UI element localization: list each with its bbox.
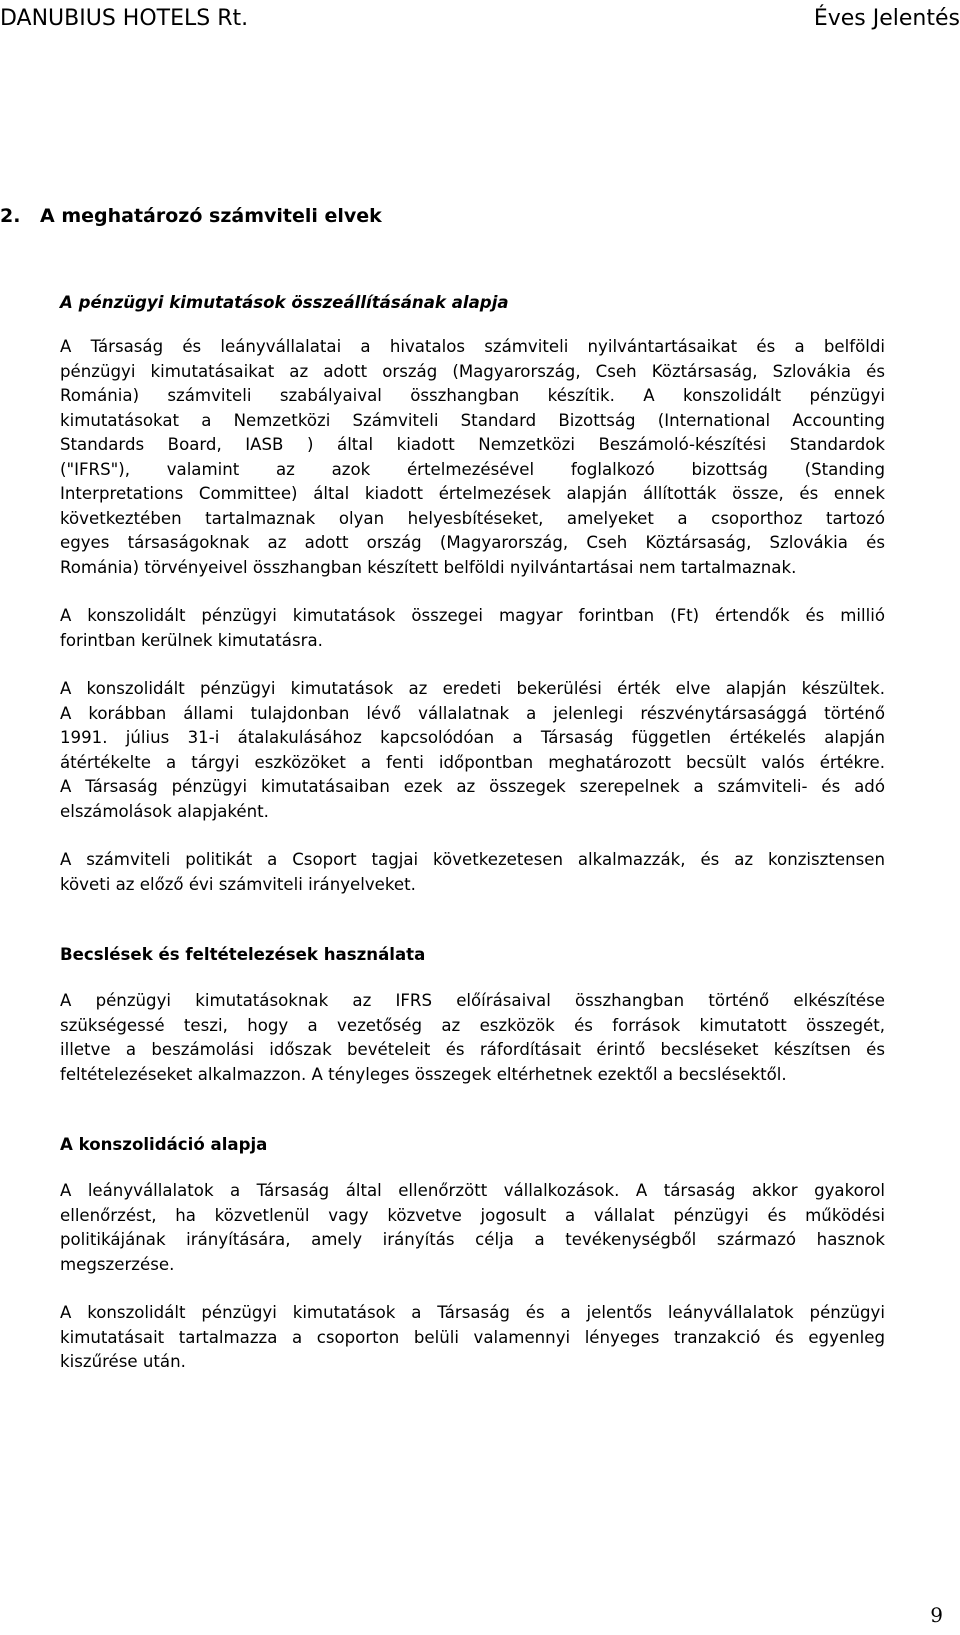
text-line: politikájának irányítására, amely irányítás célja a tevékenységből származó hasznok: [60, 1230, 885, 1249]
text-line: feltételezéseket alkalmazzon. A tényleges összegek eltérhetnek ezektől a becslésektől.: [60, 1064, 787, 1084]
text-line: kiszűrése után.: [60, 1352, 186, 1371]
paragraph-basis-2: [60, 604, 885, 653]
section-title-text: A meghatározó számviteli elvek: [40, 205, 382, 227]
text-line: megszerzése.: [60, 1254, 175, 1274]
paragraph-basis-1: [60, 335, 885, 580]
text-line: A korábban állami tulajdonban lévő vállalatnak a jelenlegi részvénytársasággá történő: [60, 703, 885, 723]
text-line: egyes társaságoknak az adott ország (Magyarország, Cseh Köztársaság, Szlovákia és: [60, 533, 885, 552]
text-line: Standards Board, IASB ) által kiadott Nemzetközi Beszámoló-készítési Standardok: [60, 435, 885, 454]
paragraph-basis-4: [60, 848, 885, 897]
page-number: 9: [930, 1603, 943, 1627]
document-body: [60, 291, 885, 1375]
text-line: illetve a beszámolási időszak bevételeit és ráfordításait érintő becsléseket készítsen és: [60, 1040, 885, 1059]
text-line: ("IFRS"), valamint az azok értelmezésével foglalkozó bizottság (Standing: [60, 459, 885, 479]
text-line: kimutatásait tartalmazza a csoporton belüli valamennyi lényeges tranzakció és egyenleg: [60, 1327, 885, 1347]
text-line: pénzügyi kimutatásaikat az adott ország (Magyarország, Cseh Köztársaság, Szlovákia és: [60, 361, 885, 381]
text-line: forintban kerülnek kimutatásra.: [60, 630, 323, 650]
text-line: Interpretations Committee) által kiadott értelmezések alapján állították össze, és ennek: [60, 484, 885, 503]
estimates-heading: Becslések és feltételezések használata: [60, 945, 426, 964]
text-line: A számviteli politikát a Csoport tagjai következetesen alkalmazzák, és az konzisztensen: [60, 850, 885, 869]
text-line: A konszolidált pénzügyi kimutatások összegei magyar forintban (Ft) értendők és millió: [60, 606, 885, 625]
text-line: következtében tartalmaznak olyan helyesbítéseket, amelyeket a csoporthoz tartozó: [60, 508, 885, 528]
section-number: 2.: [0, 205, 21, 227]
text-line: 1991. július 31-i átalakulásához kapcsolódóan a Társaság független értékelés alapján: [60, 728, 885, 747]
text-line: A Társaság pénzügyi kimutatásaiban ezek az összegek szerepelnek a számviteli- és adó: [60, 777, 885, 796]
header-report-title: Éves Jelentés: [813, 6, 960, 31]
text-line: átértékelte a tárgyi eszközöket a fenti időpontban meghatározott becsült valós értékre.: [60, 752, 885, 772]
text-line: A pénzügyi kimutatásoknak az IFRS előírásaival összhangban történő elkészítése: [60, 991, 885, 1010]
text-line: Románia) törvényeivel összhangban készített belföldi nyilvántartásai nem tartalmaznak.: [60, 557, 797, 577]
text-line: A leányvállalatok a Társaság által ellenőrzött vállalkozások. A társaság akkor gyakorol: [60, 1181, 885, 1200]
basis-heading: A pénzügyi kimutatások összeállításának alapja: [60, 293, 509, 312]
paragraph-basis-3: [60, 677, 885, 824]
section-title: [0, 205, 382, 227]
text-line: elszámolások alapjaként.: [60, 801, 269, 821]
text-line: A Társaság és leányvállalatai a hivatalos számviteli nyilvántartásaikat és a belföldi: [60, 337, 885, 356]
paragraph-estimates: [60, 989, 885, 1087]
consolidation-heading: A konszolidáció alapja: [60, 1135, 268, 1154]
paragraph-consolidation-1: [60, 1179, 885, 1277]
text-line: követi az előző évi számviteli irányelveket.: [60, 874, 416, 894]
header-company: DANUBIUS HOTELS Rt.: [0, 6, 249, 31]
text-line: kimutatásokat a Nemzetközi Számviteli Standard Bizottság (International Accounting: [60, 410, 885, 430]
text-line: szükségessé teszi, hogy a vezetőség az eszközök és források kimutatott összegét,: [60, 1015, 885, 1035]
text-line: ellenőrzést, ha közvetlenül vagy közvetve jogosult a vállalat pénzügyi és működési: [60, 1205, 885, 1225]
text-line: A konszolidált pénzügyi kimutatások az eredeti bekerülési érték elve alapján készültek.: [60, 679, 885, 698]
text-line: A konszolidált pénzügyi kimutatások a Társaság és a jelentős leányvállalatok pénzügyi: [60, 1303, 885, 1322]
paragraph-consolidation-2: [60, 1301, 885, 1375]
text-line: Románia) számviteli szabályaival összhangban készítik. A konszolidált pénzügyi: [60, 386, 885, 405]
